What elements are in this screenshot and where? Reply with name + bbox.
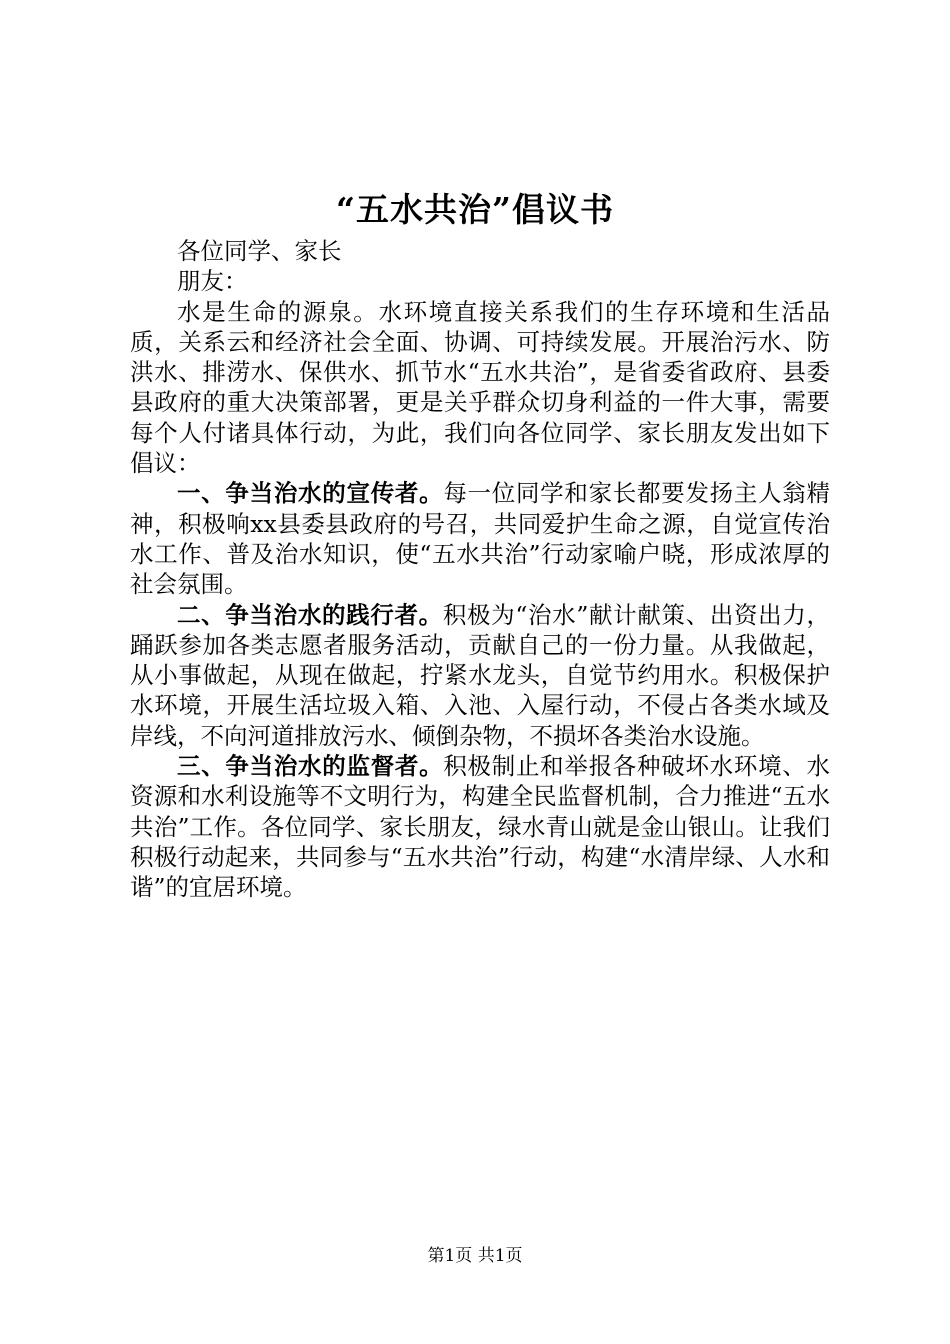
salutation-line-2: 朋友： <box>177 267 248 296</box>
section-text-3: 积极制止和举报各种破坏水环境、水资源和水利设施等不文明行为，构建全民监督机制，合力推进“五水共治”工作。各位同学、家长朋友，绿水青山就是金山银山。让我们积极行动起来，共同参与“五水共治”行动，构建“水清岸绿、人水和谐”的宜居环境。 <box>130 752 831 902</box>
document-body <box>130 236 830 903</box>
page-footer: 第1页 共1页 <box>427 1246 523 1266</box>
section-text-1: 每一位同学和家长都要发扬主人翁精神，积极响xx县委县政府的号召，共同爱护生命之源，自觉宣传治水工作、普及治水知识，使“五水共治”行动家喻户晓，形成浓厚的社会氛围。 <box>130 479 831 599</box>
intro-paragraph: 水是生命的源泉。水环境直接关系我们的生存环境和生活品质，关系云和经济社会全面、协调、可持续发展。开展治污水、防洪水、排涝水、保供水、抓节水“五水共治”，是省委省政府、县委县政府的重大决策部署，更是关乎群众切身利益的一件大事，需要每个人付诸具体行动，为此，我们向各位同学、家长朋友发出如下倡议： <box>130 297 830 478</box>
section-paragraph-3 <box>130 751 830 902</box>
section-heading-2: 二、争当治水的践行者。 <box>177 600 443 629</box>
page-title: “五水共治”倡议书 <box>336 190 614 229</box>
section-heading-1: 一、争当治水的宣传者。 <box>177 479 444 508</box>
section-paragraph-1 <box>130 478 830 599</box>
section-heading-3: 三、争当治水的监督者。 <box>177 752 444 781</box>
salutation-line-1: 各位同学、家长 <box>177 237 342 265</box>
section-paragraph-2 <box>130 600 830 751</box>
section-text-2: 积极为“治水”献计献策、出资出力，踊跃参加各类志愿者服务活动，贡献自己的一份力量。从我做起，从小事做起，从现在做起，拧紧水龙头，自觉节约用水。积极保护水环境，开展生活垃圾入箱、入池、入屋行动，不侵占各类水域及岸线，不向河道排放污水、倾倒杂物，不损坏各类治水设施。 <box>130 600 831 750</box>
